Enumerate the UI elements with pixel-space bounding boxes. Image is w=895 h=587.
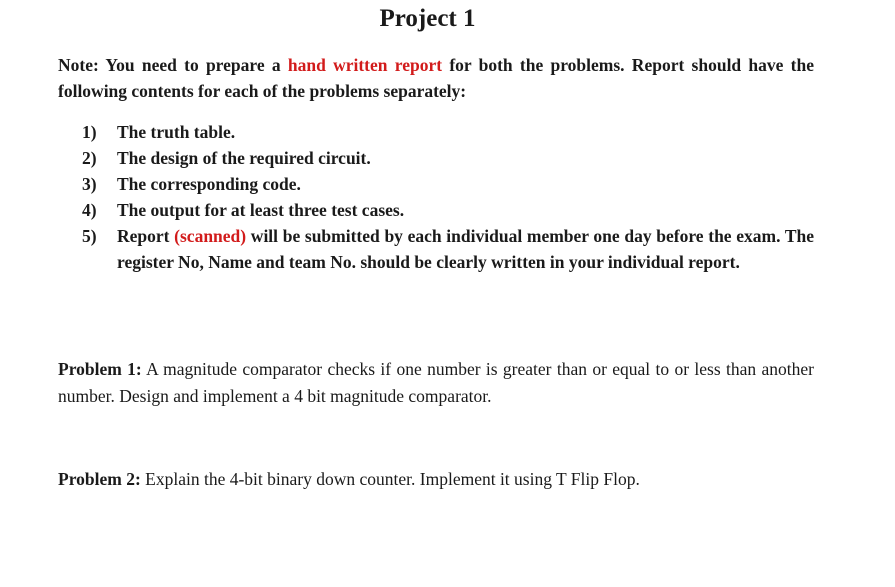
list-item-text: The truth table. xyxy=(117,122,236,142)
list-item-number: 5) xyxy=(82,226,97,246)
list-item xyxy=(82,119,814,145)
list-item-number: 1) xyxy=(82,122,97,142)
scanned-highlight: (scanned) xyxy=(174,226,247,246)
list-item xyxy=(82,171,814,197)
note-paragraph xyxy=(58,52,814,104)
list-item xyxy=(82,223,814,275)
list-item-number: 4) xyxy=(82,200,97,220)
list-item-text: The design of the required circuit. xyxy=(117,148,371,168)
problem-2-label: Problem 2: xyxy=(58,469,141,489)
list-item xyxy=(82,145,814,171)
list-item-number: 3) xyxy=(82,174,97,194)
problem-2-text: Explain the 4-bit binary down counter. Implement it using T Flip Flop. xyxy=(140,469,640,489)
list-item xyxy=(82,197,814,223)
requirements-list xyxy=(82,119,814,275)
problem-2 xyxy=(58,466,814,493)
list-item-text-pre: Report xyxy=(117,226,175,246)
list-item-text-post: will be submitted by each individual member one day before the exam. The register No, Name and team No. should be clearly written in your individual report. xyxy=(117,226,815,272)
page-title: Project 1 xyxy=(379,5,476,32)
list-item-text: The output for at least three test cases. xyxy=(117,200,405,220)
list-item-number: 2) xyxy=(82,148,97,168)
problem-1 xyxy=(58,356,814,410)
list-item-text: The corresponding code. xyxy=(117,174,301,194)
problem-1-text: A magnitude comparator checks if one number is greater than or equal to or less than another number. Design and implement a 4 bit magnitude comparator. xyxy=(58,359,814,406)
note-suffix: for both the problems. Report should have the following contents for each of the problems separately: xyxy=(58,55,815,101)
note-prefix: Note: You need to prepare a xyxy=(58,55,288,75)
problem-1-label: Problem 1: xyxy=(58,359,142,379)
note-highlight: hand written report xyxy=(287,55,443,75)
